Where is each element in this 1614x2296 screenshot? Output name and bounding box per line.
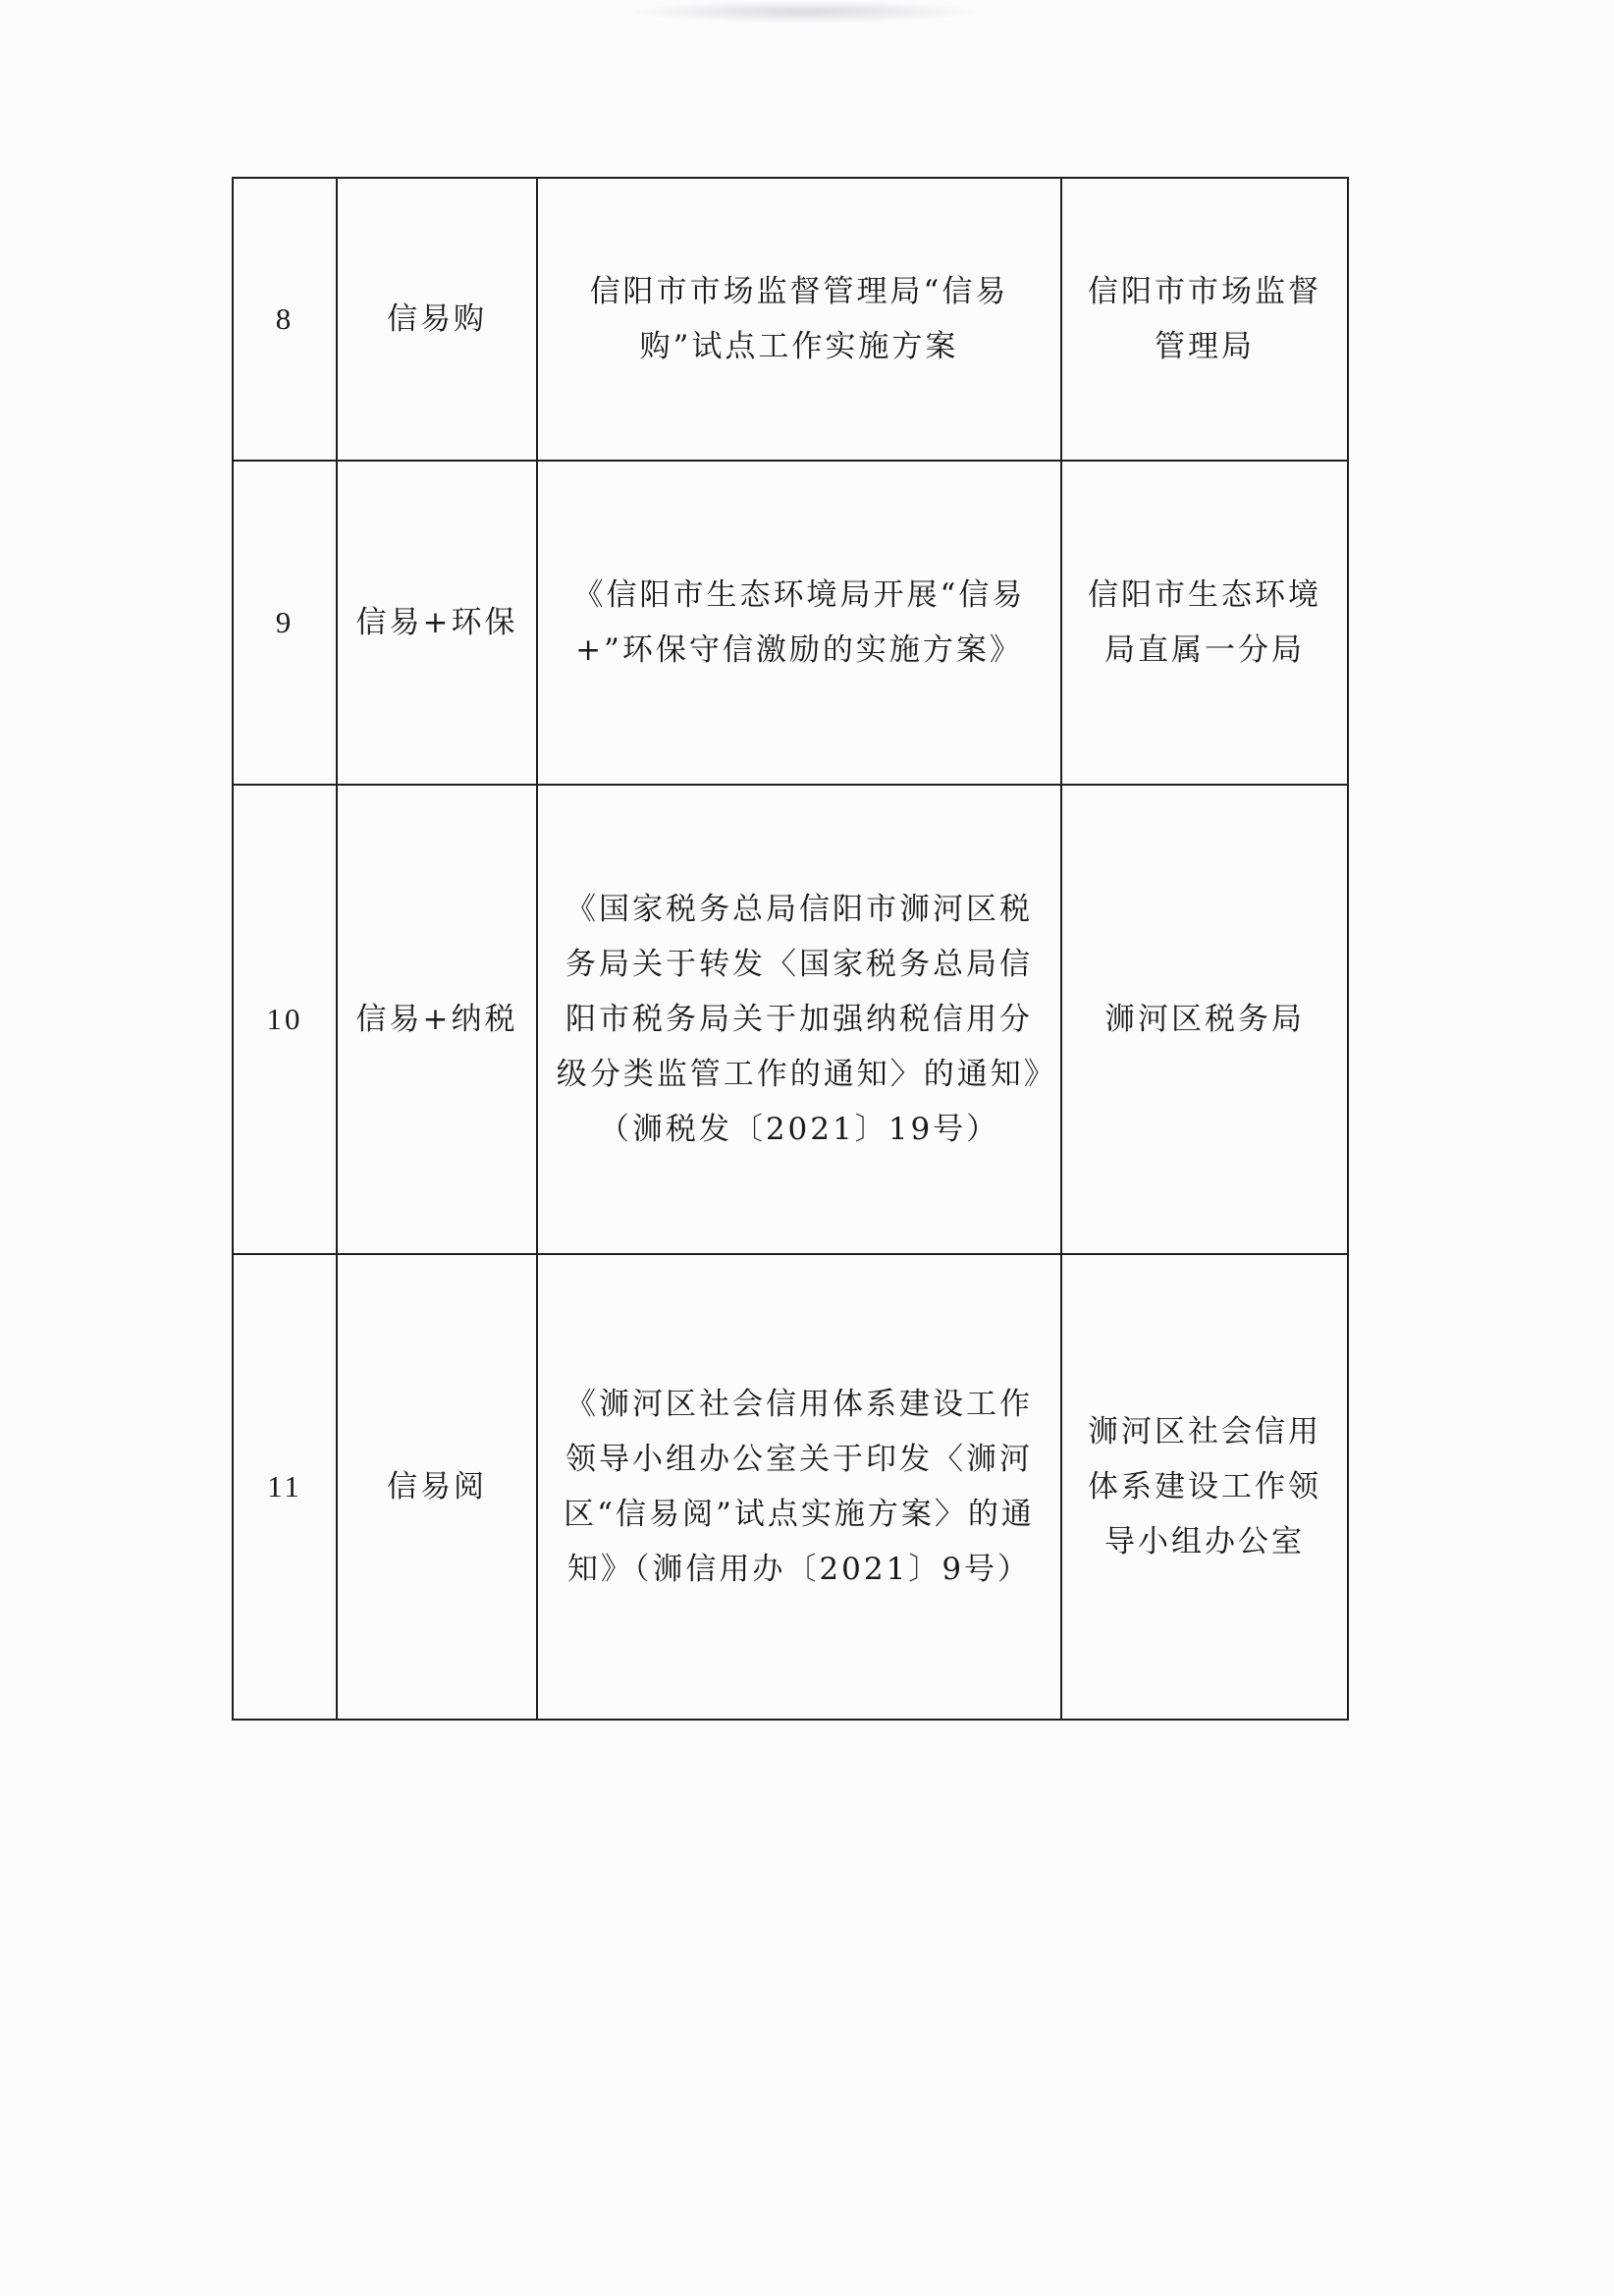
responsible-agency: 浉河区社会信用体系建设工作领导小组办公室 bbox=[1061, 1254, 1348, 1720]
responsible-agency: 信阳市生态环境局直属一分局 bbox=[1061, 461, 1348, 785]
row-number: 11 bbox=[233, 1254, 337, 1720]
program-name: 信易+纳税 bbox=[337, 785, 537, 1254]
table-row bbox=[233, 785, 1348, 1254]
table-row bbox=[233, 178, 1348, 461]
responsible-agency: 浉河区税务局 bbox=[1061, 785, 1348, 1254]
policy-document: 《信阳市生态环境局开展“信易+”环保守信激励的实施方案》 bbox=[537, 461, 1061, 785]
row-number: 9 bbox=[233, 461, 337, 785]
policy-document: 信阳市市场监督管理局“信易购”试点工作实施方案 bbox=[537, 178, 1061, 461]
row-number: 10 bbox=[233, 785, 337, 1254]
program-name: 信易阅 bbox=[337, 1254, 537, 1720]
table-row bbox=[233, 1254, 1348, 1720]
row-number: 8 bbox=[233, 178, 337, 461]
policy-document: 《浉河区社会信用体系建设工作领导小组办公室关于印发〈浉河区“信易阅”试点实施方案〉的通知》（浉信用办〔2021〕9号） bbox=[537, 1254, 1061, 1720]
table-row bbox=[233, 461, 1348, 785]
pilot-program-table bbox=[232, 177, 1349, 1721]
program-name: 信易购 bbox=[337, 178, 537, 461]
responsible-agency: 信阳市市场监督管理局 bbox=[1061, 178, 1348, 461]
program-name: 信易+环保 bbox=[337, 461, 537, 785]
policy-document: 《国家税务总局信阳市浉河区税务局关于转发〈国家税务总局信阳市税务局关于加强纳税信用分级分类监管工作的通知〉的通知》（浉税发〔2021〕19号） bbox=[537, 785, 1061, 1254]
scan-artifact bbox=[628, 0, 982, 24]
